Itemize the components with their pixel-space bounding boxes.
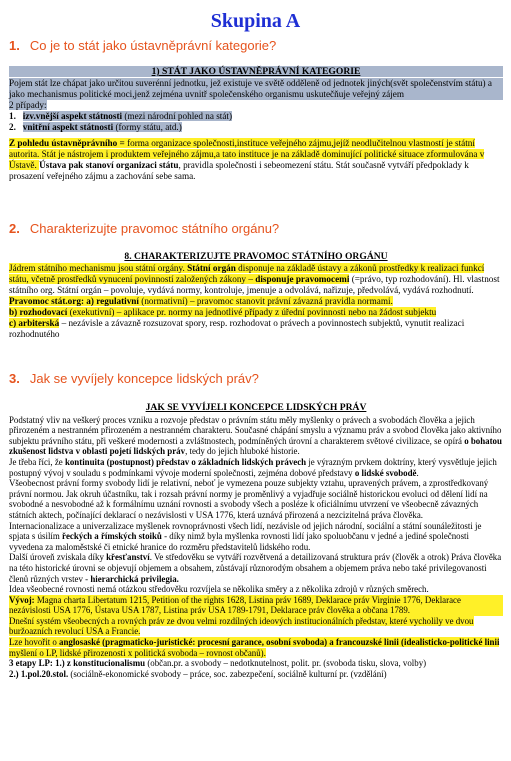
paragraph: 3 etapy LP: 1.) z konstitucionalismu (občan.pr. a svobody – nedotknutelnost, polit. pr. (svoboda tisku, slova, volby) xyxy=(9,658,427,669)
list-item: 1. izv.vnější aspekt státnosti (mezi národní pohled na stát) xyxy=(9,111,233,121)
paragraph: Vývoj: Magna charta Libertatum 1215, Petition of the rights 1628, Listina práv 1689, Deklarace práv Virginie 1776, Deklarace nezávislosti USA 1776, Ústava USA 1787, Listina práv USA 1789-1791, Deklarace práv člověka a občana 1789. xyxy=(9,595,503,616)
paragraph: Jádrem státního mechanismu jsou státní orgány. Státní orgán disponuje na základě ústavy a zákonů prostředky k realizaci funkcí státu, včetně prostředků vynucení povinností založených zákony – disponuje pravomocemi (=právo, typ rozhodování). Hl. vlastnost státního org. Státní orgán – povoluje, vydává normy, kontroluje, jmenuje a odvolává, nařizuje, předvolává, vydává rozhodnutí. xyxy=(9,263,500,295)
section-2-body xyxy=(9,251,503,340)
section-heading: JAK SE VYVÍJELI KONCEPCE LIDSKÝCH PRÁV xyxy=(145,402,367,413)
paragraph: c) arbiterská – nezávisle a závazně rozsuzovat spory, resp. rozhodovat o právech a povinnostech subjektů, vynutit realizaci rozhodnutého xyxy=(9,318,465,339)
question-text: Jak se vyvíjely koncepce lidských práv? xyxy=(29,371,259,386)
question-3 xyxy=(9,371,259,386)
paragraph: Podstatný vliv na veškerý proces vzniku a rozvoje představ o právním státu měly myšlenky o právech a svobodách člověka a jejich přirozeném a nestranném přirozeném a nestranném charakteru. Současné chápání smyslu a významu práv a svobod člověka jako aktivního subjektu právního státu, při veškeré modernosti a zvláštnostech, podmíněných úrovní a charakterem světové civilizace, se opírá o bohatou zkušenost lidstva v oblasti pojetí lidských práv, tedy do jejich hluboké historie. xyxy=(9,414,502,457)
section-3-body xyxy=(9,403,503,679)
question-number: 1. xyxy=(9,38,20,53)
paragraph: Pojem stát lze chápat jako určitou suverénní jednotku, jež existuje ve světě odděleně od jednotek jiných(svět společenstvím státu) a jako mechanismus politické moci,jenž zejména uvnitř společenského organismu uskutečňuje veřejný zájem xyxy=(9,78,503,100)
paragraph: Je třeba říci, že kontinuita (postupnost) představ o základních lidských právech je výrazným prvkem doktríny, který vysvětluje jejich postupný vývoj v souladu s podmínkami vývoje moderní společnosti, zejména dobové představy o lidské svobodě. xyxy=(9,456,497,478)
section-1-body xyxy=(9,66,503,182)
list-item: 2. vnitřní aspekt státnosti (formy státu, atd.) xyxy=(9,122,182,132)
question-number: 2. xyxy=(9,221,20,236)
paragraph: b) rozhodovací (exekutivní) – aplikace pr. normy na jednotlivé případy z úřední povinnosti nebo na žádost subjektu xyxy=(9,307,437,317)
paragraph: Lze hovořit o anglosaské (pragmaticko-juristické: procesní garance, osobní svoboda) a francouzské linii (idealisticko-politické linii myšlení o LP, lidské přirozenosti x politická svoboda – rovnost občanů). xyxy=(9,637,500,658)
paragraph: Z pohledu ústavněprávního = forma organizace společnosti,instituce veřejného zájmu,jejíž neodlučitelnou vlastností je státní autorita. Stát je nástrojem i produktem veřejného zájmu,a tato instituce je na základě dominující politické situace zformulována v Ústavě. Ústava pak stanoví organizaci státu, pravidla společnosti i sebeomezení státu. Stát současně vytváří předpoklady k prosazení veřejného zájmu a zachování sebe sama. xyxy=(9,138,485,181)
question-text: Charakterizujte pravomoc státního orgánu? xyxy=(29,221,280,236)
paragraph: Dnešní systém všeobecných a rovných práv ze dvou velmi rozdílných ideových institucionálních představ, které vycholily ve dvou buržoazních revolucí USA a Francie. xyxy=(9,615,474,637)
question-number: 3. xyxy=(9,371,20,386)
paragraph: Pravomoc stát.org: a) regulativní (normativní) – pravomoc stanovit právní závazná pravidla normami. xyxy=(9,296,393,306)
section-heading: 8. CHARAKTERIZUJTE PRAVOMOC STÁTNÍHO ORGÁNU xyxy=(124,251,388,262)
paragraph: 2.) 1.pol.20.stol. (sociálně-ekonomické svobody – práce, soc. zabezpečení, sociálně kulturní pr. (vzdělání) xyxy=(9,668,387,679)
section-heading: 1) STÁT JAKO ÚSTAVNĚPRÁVNÍ KATEGORIE xyxy=(9,66,503,77)
paragraph: Všeobecnost právní formy svobody lidí je relativní, neboť je vymezena pouze subjekty vztahu, upravených právem, a zprostředkovaný právní normou. Jak okruh účastníku, tak i rozsah právní normy je proměnlivý a vyjadřuje sociálně historickou evoluci od dělení lidí na svobodné a nesvobodné až k formálnímu uznání rovnosti a svobody všech a posléze k oficiálnímu utvrzení ve všeobecně závazných státních aktech, počínající deklarací o nezávislosti v USA 1776, která uznává přirozená a nezcizitelná práva člověka. xyxy=(9,478,489,520)
paragraph: Internacionalizace a univerzalizace myšlenek rovnoprávnosti všech lidí, nezávisle od jejich národní, sociální a státní sounáležitosti je spjata s úsilím řeckých a římských stoiků - díky nimž byla myšlenka rovnosti lidí jako spoluobčanu v jedné a jediné společnosti vyvedena za maloměstské či etnické hranice do rozměru představitelů lidského rodu. xyxy=(9,520,482,552)
cases-label: 2 případy: xyxy=(9,100,47,110)
paragraph: Idea všeobecné rovnosti nemá otázkou středověku rozvíjela se několika směry a z několika zdrojů v různých směrech. xyxy=(9,584,429,595)
question-text: Co je to stát jako ústavněprávní kategorie? xyxy=(29,38,277,53)
question-1 xyxy=(9,38,276,53)
paragraph: Další úroveň zviskala díky křesťanství. Ve středověku se vytváří rozvětvená a detailizovaná struktura práv (člověk a otrok) Práva člověka na této historické úrovni se objevují objemem a obsahem, zůstávají různorodým obsahem a objemem práva nebo také privilegovanosti členů různých vrstev - hierarchická privilegia. xyxy=(9,552,502,584)
document-title: Skupina A xyxy=(210,10,301,32)
question-2 xyxy=(9,221,279,236)
